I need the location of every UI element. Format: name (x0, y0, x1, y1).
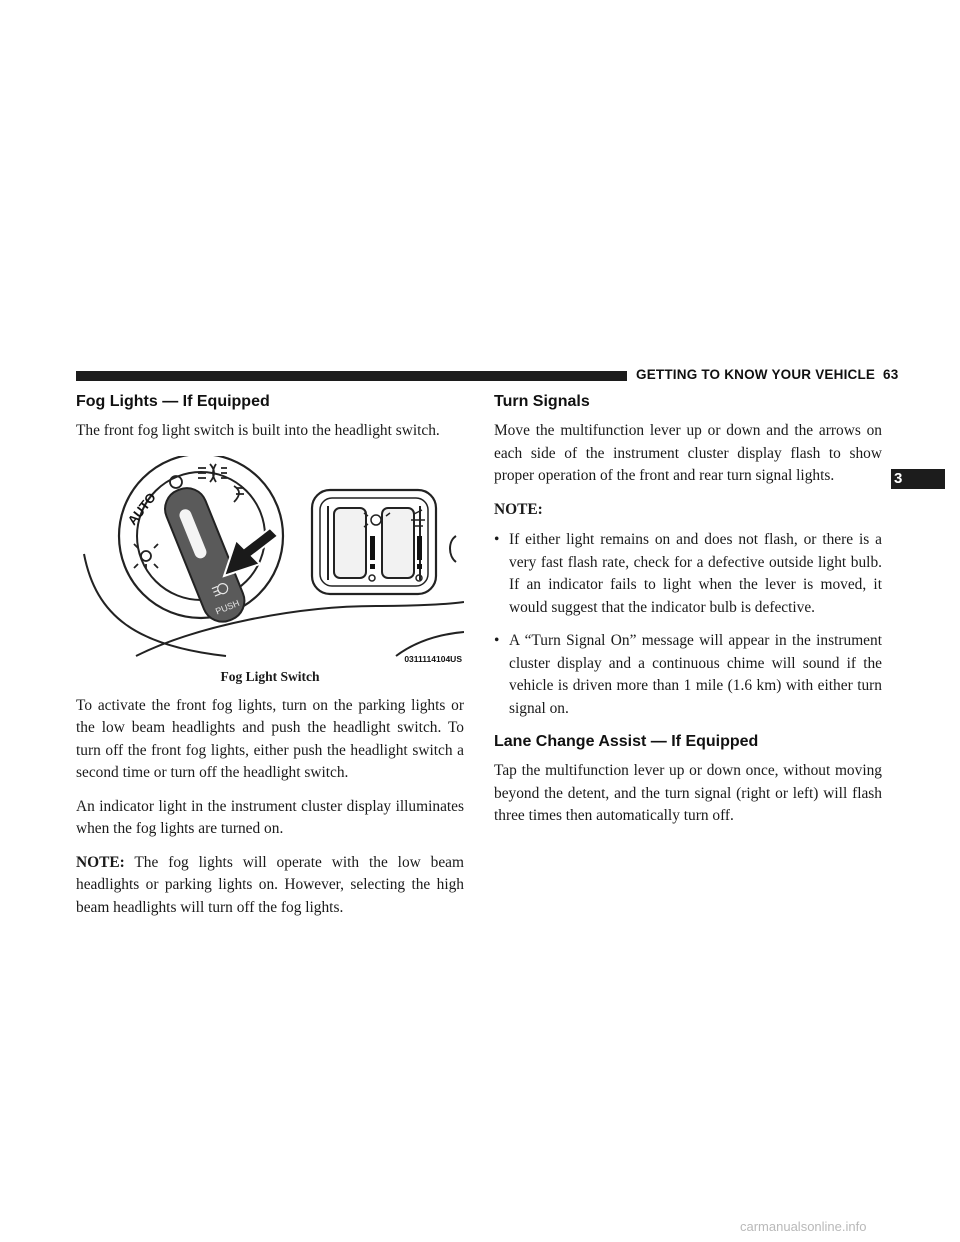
bullet-item (494, 630, 882, 720)
turn-signals-paragraph: Move the multifunction lever up or down and the arrows on each side of the instrument cluster display flash to show proper operation of the front and rear turn signal lights. (494, 422, 882, 484)
turn-signals-note-label (494, 499, 882, 522)
header-bar (76, 371, 627, 381)
lane-change-heading: Lane Change Assist — If Equipped (494, 733, 759, 750)
running-title: GETTING TO KNOW YOUR VEHICLE (636, 367, 876, 382)
bullet-dot: • (494, 531, 500, 548)
headlight-switch-illustration (76, 456, 464, 666)
turn-signals-heading: Turn Signals (494, 393, 590, 410)
fog-lights-intro: The front fog light switch is built into the headlight switch. (76, 422, 440, 439)
note-label: NOTE: (76, 853, 125, 871)
bullet-text: If either light remains on and does not flash, or there is a very fast flash rate, check for a defective outside light bulb. If an indicator fails to light when the lever is moved, it would suggest that the indicator bulb is defective. (509, 531, 882, 616)
auto-label: AUTO (124, 489, 159, 528)
fog-lights-note (76, 852, 464, 920)
figure-caption: Fog Light Switch (220, 668, 320, 684)
push-arrow-icon (224, 528, 278, 576)
watermark: carmanualsonline.info (740, 1219, 867, 1234)
chapter-tab: 3 (891, 469, 945, 489)
bullet-dot: • (494, 632, 500, 649)
left-column (76, 392, 464, 919)
figure-id: 0311114104US (404, 653, 462, 664)
running-header (636, 367, 898, 382)
turn-signals-bullets (494, 529, 882, 720)
push-label: PUSH (214, 597, 241, 616)
fog-lights-paragraph-1: To activate the front fog lights, turn on the parking lights or the low beam headlights and push the headlight switch. To turn off the front fog lights, either push the headlight switch a second time or turn off the headlight switch. (76, 696, 464, 781)
right-column (494, 392, 882, 828)
bullet-item (494, 529, 882, 619)
bullet-text: A “Turn Signal On” message will appear in the instrument cluster display and a continuous chime will sound if the vehicle is driven more than 1 mile (1.6 km) with either turn signal on. (509, 632, 882, 717)
lane-change-paragraph: Tap the multifunction lever up or down once, without moving beyond the detent, and the turn signal (right or left) will flash three times then automatically turn off. (494, 762, 882, 824)
note-label-2: NOTE: (494, 500, 543, 518)
fog-light-switch-figure (76, 456, 464, 666)
fog-lights-heading: Fog Lights — If Equipped (76, 393, 270, 410)
page-number: 63 (883, 367, 899, 382)
note-text: The fog lights will operate with the low beam headlights or parking lights on. However, selecting the high beam headlights will turn off the fog lights. (76, 853, 464, 916)
fog-lights-paragraph-2: An indicator light in the instrument cluster display illuminates when the fog lights are turned on. (76, 797, 464, 837)
